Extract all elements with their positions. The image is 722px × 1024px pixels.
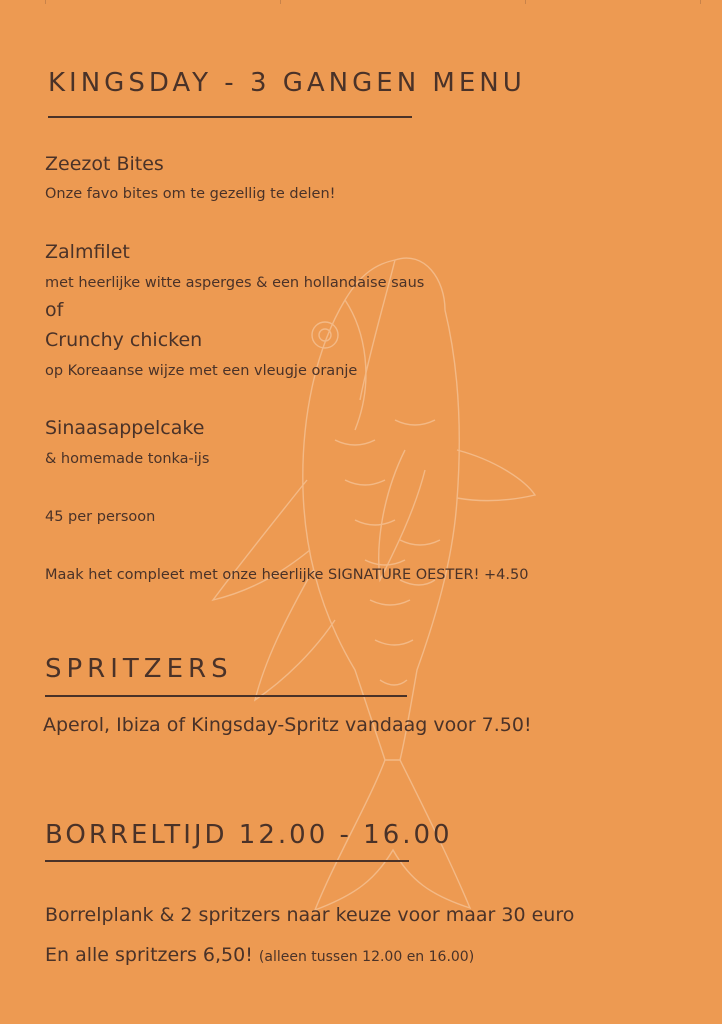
item-name-of: of: [45, 299, 64, 321]
item-name-sinaasappelcake: Sinaasappelcake: [45, 417, 205, 439]
item-name-crunchy-chicken: Crunchy chicken: [45, 329, 203, 351]
item-name-zeezot-bites: Zeezot Bites: [45, 153, 164, 175]
item-desc-crunchy-chicken: op Koreaanse wijze met een vleugje oranje: [45, 363, 358, 379]
spritzers-title: SPRITZERS: [45, 654, 233, 684]
item-desc-sinaasappelcake: & homemade tonka-ijs: [45, 451, 210, 467]
menu-upsell: Maak het compleet met onze heerlijke SIGNATURE OESTER! +4.50: [45, 567, 529, 583]
borreltijd-time-note: (alleen tussen 12.00 en 16.00): [258, 949, 475, 965]
menu-price: 45 per persoon: [45, 509, 156, 525]
top-edge-marks: [0, 0, 722, 4]
borreltijd-underline: [45, 860, 409, 862]
menu-title: KINGSDAY - 3 GANGEN MENU: [48, 68, 526, 98]
menu-title-underline: [48, 116, 412, 118]
spritzers-offer: Aperol, Ibiza of Kingsday-Spritz vandaag voor 7.50!: [43, 714, 532, 736]
item-name-zalmfilet: Zalmfilet: [45, 241, 130, 263]
spritzers-underline: [45, 695, 407, 697]
item-desc-zalmfilet: met heerlijke witte asperges & een hollandaise saus: [45, 275, 425, 291]
borreltijd-spritz-price-main: En alle spritzers 6,50!: [45, 944, 253, 966]
item-desc-zeezot-bites: Onze favo bites om te gezellig te delen!: [45, 186, 336, 202]
borreltijd-title: BORRELTIJD 12.00 - 16.00: [45, 820, 453, 850]
borreltijd-offer: Borrelplank & 2 spritzers naar keuze voor maar 30 euro: [45, 904, 575, 926]
borreltijd-spritz-price: [45, 944, 474, 966]
